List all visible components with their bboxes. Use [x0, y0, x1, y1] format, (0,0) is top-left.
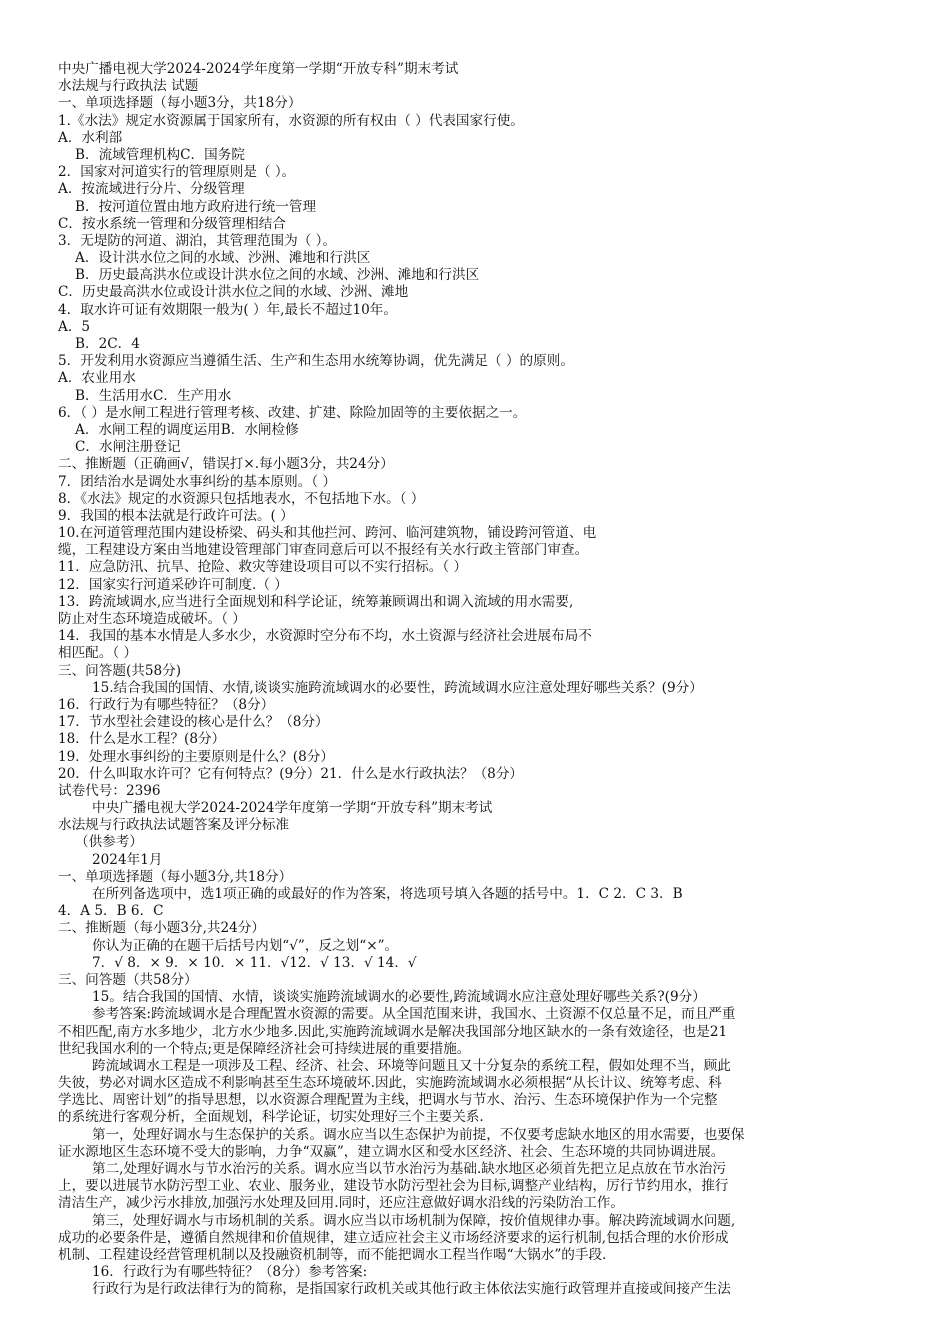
- text-line: 证水源地区生态环境不受大的影响，力争“双赢”，建立调水区和受水区经济、社会、生态环境的共同协调进展。: [58, 1143, 725, 1160]
- text-line: 14．我国的基本水情是人多水少，水资源时空分布不均，水土资源与经济社会进展布局不: [58, 628, 592, 645]
- text-line: 20．什么叫取水许可？它有何特点？(9分）21．什么是水行政执法？（8分）: [58, 765, 524, 782]
- text-line: 2．国家对河道实行的管理原则是（ ）。: [58, 164, 296, 181]
- text-line: 4．A 5．B 6．C: [58, 903, 164, 920]
- text-line: 13．跨流域调水,应当进行全面规划和科学论证，统筹兼顾调出和调入流域的用水需要,: [58, 593, 574, 610]
- text-line: 在所列备选项中，选1项正确的或最好的作为答案，将选项号填入各题的括号中。1．C 2．C 3．B: [92, 886, 683, 902]
- text-line: 11．应急防汛、抗旱、抢险、救灾等建设项目可以不实行招标。（ ）: [58, 559, 468, 576]
- text-line: 8．《水法》规定的水资源只包括地表水，不包括地下水。（ ）: [58, 490, 425, 507]
- text-line: A．按流域进行分片、分级管理: [58, 181, 245, 198]
- text-line: 16．行政行为有哪些特征？（8分）参考答案:: [92, 1264, 368, 1281]
- text-line: 17．节水型社会建设的核心是什么？（8分）: [58, 714, 329, 731]
- text-line: B．2C．4: [75, 336, 140, 352]
- text-line: 中央广播电视大学2024-2024学年度第一学期“开放专科”期末考试: [92, 800, 493, 817]
- text-line: 你认为正确的在题干后括号内划“√”，反之划“×”。: [92, 937, 399, 954]
- text-line: 二、推断题（正确画√，错误打×.每小题3分，共24分）: [58, 456, 394, 473]
- text-line: B．生活用水C．生产用水: [75, 387, 232, 404]
- text-line: A．5: [58, 318, 91, 335]
- text-line: 一、单项选择题（每小题3分,共18分）: [58, 868, 293, 885]
- text-line: 第二,处理好调水与节水治污的关系。调水应当以节水治污为基础.缺水地区必须首先把立足点放在节水治污: [92, 1161, 726, 1177]
- text-line: 试卷代号：2396: [58, 782, 161, 799]
- text-line: 世纪我国水利的一个特点;更是保障经济社会可持续进展的重要措施。: [58, 1040, 471, 1057]
- exam-document: [58, 61, 898, 1299]
- text-line: 跨流域调水工程是一项涉及工程、经济、社会、环境等问题且又十分复杂的系统工程，假如处理不当，顾此: [92, 1057, 731, 1074]
- text-line: C．历史最高洪水位或设计洪水位之间的水域、沙洲、滩地: [58, 284, 409, 301]
- text-line: 2024年1月: [92, 851, 163, 868]
- text-line: C．水闸注册登记: [75, 439, 181, 456]
- text-line: 19．处理水事纠纷的主要原则是什么？(8分）: [58, 748, 334, 765]
- text-line: 3．无堤防的河道、湖泊，其管理范围为（ ）。: [58, 232, 337, 249]
- text-line: B．历史最高洪水位或设计洪水位之间的水域、沙洲、滩地和行洪区: [75, 267, 480, 284]
- text-line: A．水闸工程的调度运用B．水闸检修: [75, 421, 299, 438]
- text-line: 6．（ ）是水闸工程进行管理考核、改建、扩建、除险加固等的主要依据之一。: [58, 404, 527, 421]
- text-line: 失彼，势必对调水区造成不利影响甚至生态环境破坏.因此，实施跨流域调水必须根据“从长计议、统筹考虑、科: [58, 1075, 722, 1092]
- text-line: B．流域管理机构C．国务院: [75, 146, 245, 163]
- text-line: 一、单项选择题（每小题3分，共18分）: [58, 95, 302, 112]
- text-line: 的系统进行客观分析，全面规划，科学论证，切实处理好三个主要关系.: [58, 1109, 484, 1126]
- text-line: B．按河道位置由地方政府进行统一管理: [75, 198, 317, 215]
- text-line: 三、问答题(共58分): [58, 662, 182, 679]
- text-line: C．按水系统一管理和分级管理相结合: [58, 215, 286, 232]
- text-line: 12．国家实行河道采砂许可制度.（ ）: [58, 576, 288, 593]
- text-line: 5．开发利用水资源应当遵循生活、生产和生态用水统筹协调，优先满足（ ）的原则。: [58, 353, 574, 370]
- text-line: 机制、工程建设经营管理机制以及投融资机制等，而不能把调水工程当作喝“大锅水”的手段.: [58, 1246, 607, 1263]
- text-line: 清洁生产，减少污水排放,加强污水处理及回用.同时，还应注意做好调水沿线的污染防治工作。: [58, 1195, 624, 1212]
- text-line: 参考答案:跨流域调水是合理配置水资源的需要。从全国范围来讲，我国水、土资源不仅总量不足，而且严重: [92, 1006, 736, 1023]
- text-line: 防止对生态环境造成破坏。（ ）: [58, 611, 246, 627]
- text-line: 16．行政行为有哪些特征？（8分）: [58, 696, 275, 713]
- text-line: 10.在河道管理范围内建设桥梁、码头和其他拦河、跨河、临河建筑物，铺设跨河管道、电: [58, 525, 597, 542]
- text-line: 不相匹配,南方水多地少，北方水少地多.因此,实施跨流域调水是解决我国部分地区缺水的一条有效途径，也是21: [58, 1023, 728, 1040]
- text-line: 第三，处理好调水与市场机制的关系。调水应当以市场机制为保障，按价值规律办事。解决跨流域调水问题,: [92, 1212, 736, 1229]
- text-line: 1.《水法》规定水资源属于国家所有，水资源的所有权由（ ）代表国家行使。: [58, 112, 524, 129]
- text-line: 相匹配。（ ）: [58, 645, 138, 662]
- text-line: 三、问答题（共58分）: [58, 971, 198, 988]
- text-line: 15。结合我国的国情、水情，谈谈实施跨流域调水的必要性,跨流域调水应注意处理好哪些关系?(9分）: [92, 989, 706, 1006]
- text-line: 18．什么是水工程？(8分）: [58, 731, 226, 748]
- text-line: A．农业用水: [58, 370, 136, 387]
- text-line: 水法规与行政执法 试题: [58, 78, 199, 95]
- text-line: 第一，处理好调水与生态保护的关系。调水应当以生态保护为前提，不仅要考虑缺水地区的用水需要，也要保: [92, 1126, 745, 1143]
- text-line: 9．我国的根本法就是行政许可法。( ）: [58, 507, 294, 524]
- text-line: 成功的必要条件是，遵循自然规律和价值规律，建立适应社会主义市场经济要求的运行机制,包括合理的水价形成: [58, 1229, 729, 1246]
- text-line: 学选比、周密计划”的指导思想，以水资源合理配置为主线，把调水与节水、治污、生态环境保护作为一个完整: [58, 1092, 718, 1109]
- text-line: A．设计洪水位之间的水域、沙洲、滩地和行洪区: [75, 250, 371, 267]
- text-line: 7．√ 8．× 9．× 10．× 11．√12．√ 13．√ 14．√: [92, 954, 417, 971]
- text-line: 上，要以进展节水防污型工业、农业、服务业，建设节水防污型社会为目标,调整产业结构，厉行节约用水，推行: [58, 1178, 729, 1195]
- text-line: 4．取水许可证有效期限一般为( ）年,最长不超过10年。: [58, 301, 397, 318]
- text-line: 行政行为是行政法律行为的简称，是指国家行政机关或其他行政主体依法实施行政管理并直接或间接产生法: [92, 1281, 731, 1298]
- text-line: 15.结合我国的国情、水情,谈谈实施跨流域调水的必要性，跨流域调水应注意处理好哪些关系？(9分）: [92, 679, 703, 696]
- text-line: 7．团结治水是调处水事纠纷的基本原则。（ ）: [58, 473, 337, 490]
- text-line: （供参考）: [75, 834, 143, 851]
- text-line: 缆，工程建设方案由当地建设管理部门审查同意后可以不报经有关水行政主管部门审查。: [58, 542, 589, 559]
- text-line: A．水利部: [58, 129, 123, 146]
- text-line: 中央广播电视大学2024-2024学年度第一学期“开放专科”期末考试: [58, 61, 459, 77]
- text-line: 水法规与行政执法试题答案及评分标准: [58, 817, 290, 834]
- text-line: 二、推断题（每小题3分,共24分）: [58, 920, 265, 937]
